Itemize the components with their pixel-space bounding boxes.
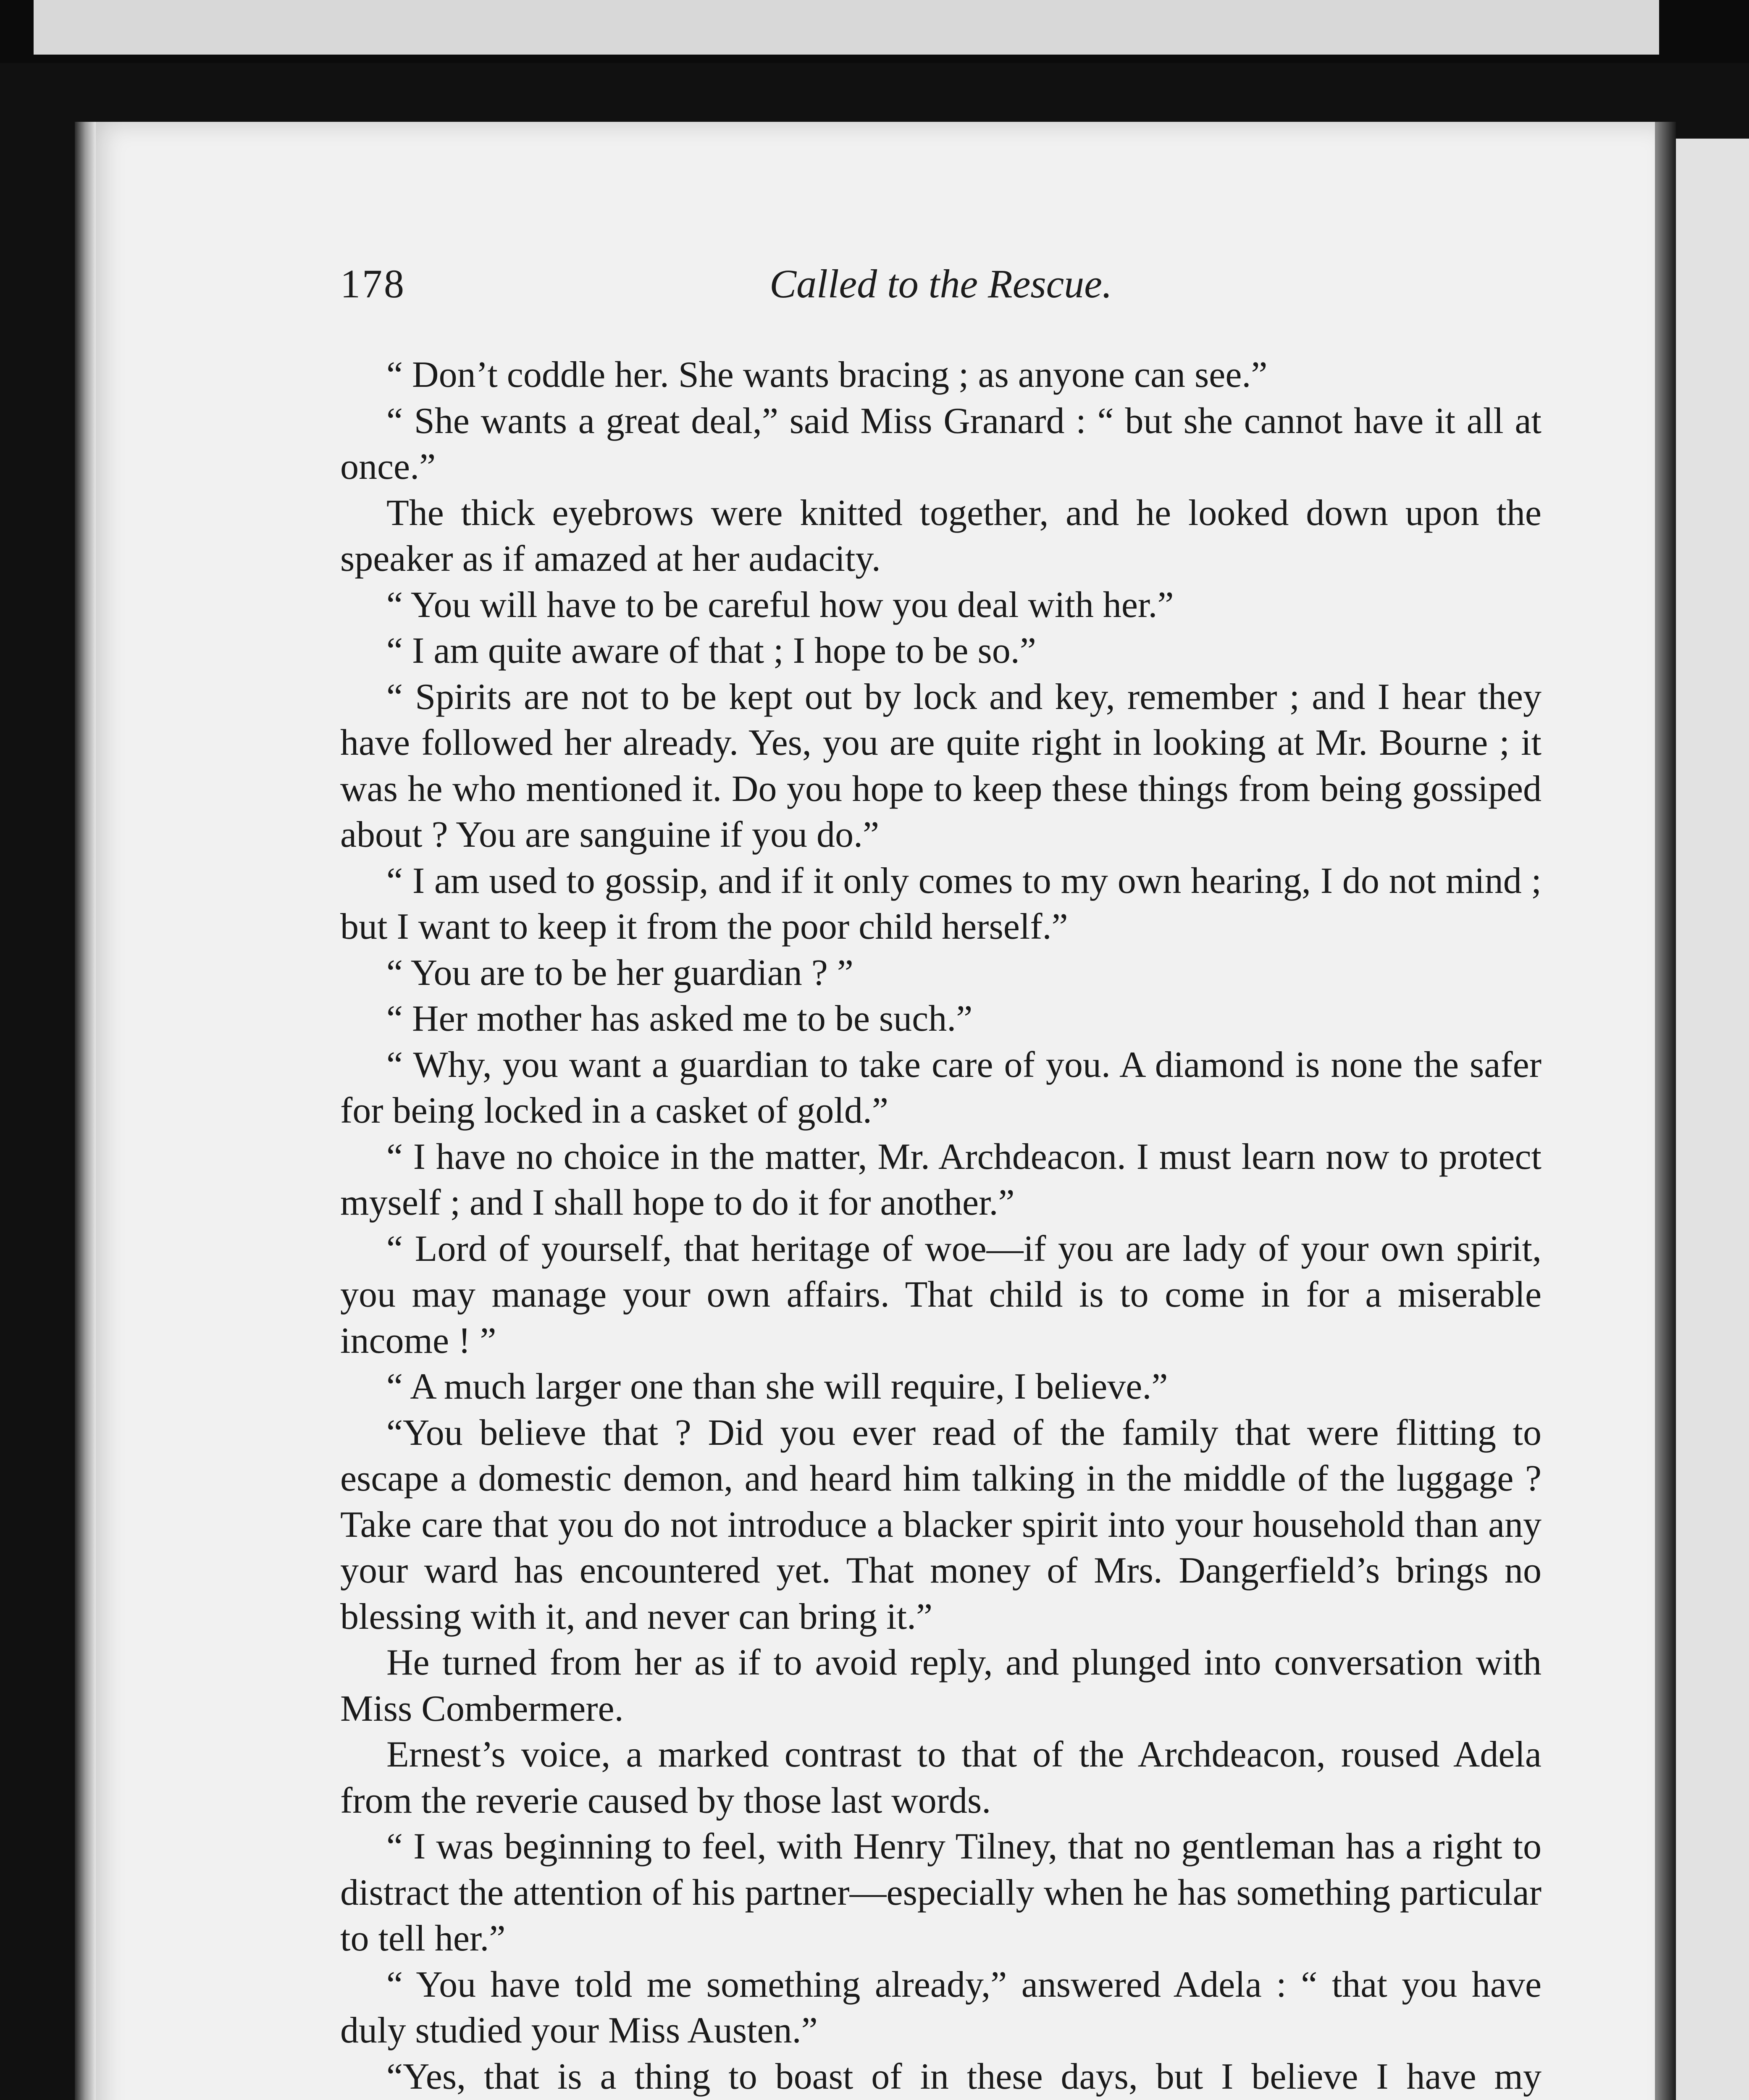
paragraph: “ Don’t coddle her. She wants bracing ; as anyone can see.”	[386, 354, 1268, 395]
paragraph: “ I am used to gossip, and if it only comes to my own hearing, I do not mind ; but I want to keep it from the poor child herself.”	[340, 860, 1542, 947]
paragraph: “ You will have to be careful how you deal with her.”	[386, 584, 1174, 625]
paragraph: “ I was beginning to feel, with Henry Tilney, that no gentleman has a right to distract the attention of his partner—especially when he has something particular to tell her.”	[340, 1826, 1542, 1959]
page-number: 178	[340, 261, 406, 306]
paragraph: “ Spirits are not to be kept out by lock and key, remember ; and I hear they have followed her already. Yes, you are quite right in looking at Mr. Bourne ; it was he who mentioned it. Do you hope to keep these things from being gossiped about ? You are sanguine if you do.”	[340, 676, 1542, 855]
paragraph: He turned from her as if to avoid reply, and plunged into conversation with Miss Combermere.	[340, 1642, 1542, 1729]
page-right-edge	[1655, 122, 1676, 2100]
paragraph: Ernest’s voice, a marked contrast to that of the Archdeacon, roused Adela from the reverie caused by those last words.	[340, 1734, 1542, 1821]
facing-page-edge	[1676, 139, 1749, 2100]
paragraph: “ She wants a great deal,” said Miss Granard : “ but she cannot have it all at once.”	[340, 400, 1542, 487]
paragraph: “ Her mother has asked me to be such.”	[386, 998, 973, 1039]
body-text	[340, 352, 1542, 2100]
paragraph: “ Lord of yourself, that heritage of woe—if you are lady of your own spirit, you may manage your own affairs. That child is to come in for a miserable income ! ”	[340, 1228, 1542, 1361]
paragraph: “ You are to be her guardian ? ”	[386, 952, 853, 993]
previous-page-edge	[34, 0, 1659, 55]
paragraph: “You believe that ? Did you ever read of the family that were flitting to escape a domestic demon, and heard him talking in the middle of the luggage ? Take care that you do not introduce a blacker spirit into your household than any your ward has encountered yet. That money of Mrs. Dangerfield’s brings no blessing with it, and never can bring it.”	[340, 1412, 1542, 1637]
paragraph: “ I am quite aware of that ; I hope to be so.”	[386, 630, 1036, 671]
paragraph: The thick eyebrows were knitted together, and he looked down upon the speaker as if amazed at her audacity.	[340, 492, 1542, 579]
paragraph: “Yes, that is a thing to boast of in these days, but I believe I have my	[386, 2056, 1542, 2097]
page-header	[340, 260, 1542, 311]
page-gutter-shadow	[75, 122, 96, 2100]
paragraph: “ You have told me something already,” answered Adela : “ that you have duly studied your Miss Austen.”	[340, 1964, 1542, 2051]
paragraph: “ Why, you want a guardian to take care of you. A diamond is none the safer for being locked in a casket of gold.”	[340, 1044, 1542, 1131]
running-title: Called to the Rescue.	[769, 261, 1112, 306]
paragraph: “ A much larger one than she will require, I believe.”	[386, 1366, 1168, 1407]
paragraph: “ I have no choice in the matter, Mr. Archdeacon. I must learn now to protect myself ; and I shall hope to do it for another.”	[340, 1136, 1542, 1223]
